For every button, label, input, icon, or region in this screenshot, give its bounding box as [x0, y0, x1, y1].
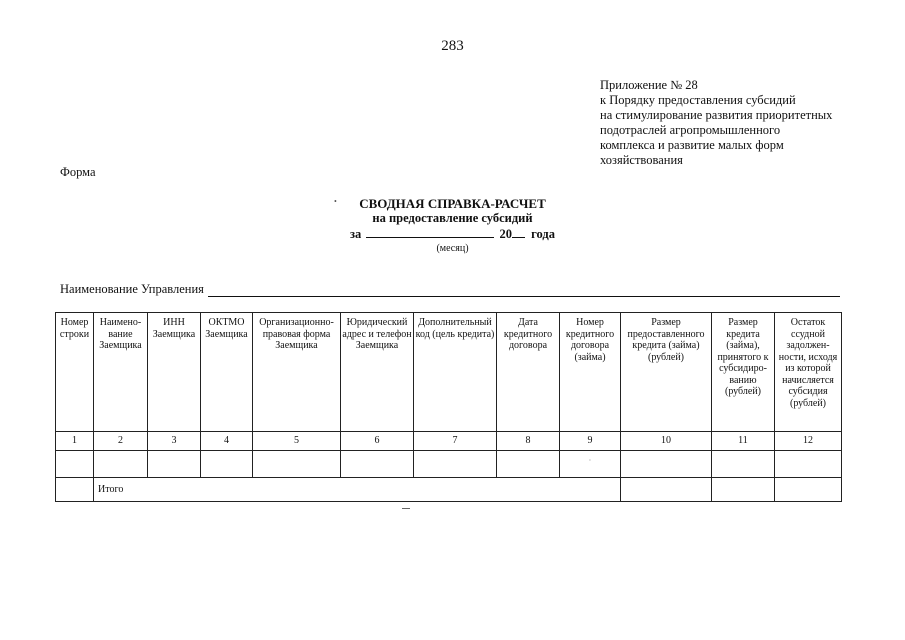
appendix-line: подотраслей агропромышленного — [600, 123, 781, 137]
year-suffix: года — [531, 227, 555, 241]
column-number: 8 — [497, 432, 560, 451]
subsidy-table — [55, 312, 842, 502]
total-row — [56, 478, 842, 502]
organization-label: Наименование Управления — [60, 282, 204, 296]
table-header-cell: Номер кредитного договора (займа) — [560, 313, 621, 432]
month-blank-line — [366, 226, 494, 238]
table-header-cell: ИНН Заемщика — [148, 313, 201, 432]
column-number: 10 — [621, 432, 712, 451]
appendix-line: хозяйствования — [600, 153, 683, 167]
empty-data-row — [56, 451, 842, 478]
table-cell — [341, 451, 414, 478]
column-number: 7 — [414, 432, 497, 451]
column-number: 6 — [341, 432, 414, 451]
column-number: 2 — [94, 432, 148, 451]
total-cell — [712, 478, 775, 502]
column-number: 3 — [148, 432, 201, 451]
table-cell — [56, 478, 94, 502]
column-number: 12 — [775, 432, 842, 451]
appendix-line: Приложение № 28 — [600, 78, 698, 92]
table-cell — [253, 451, 341, 478]
table-header-cell: Организационно-правовая форма Заемщика — [253, 313, 341, 432]
column-number: 4 — [201, 432, 253, 451]
table-cell — [56, 451, 94, 478]
total-cell — [621, 478, 712, 502]
document-title — [0, 196, 905, 255]
table-cell — [148, 451, 201, 478]
organization-blank-line — [208, 284, 840, 297]
table-cell — [94, 451, 148, 478]
column-number: 9 — [560, 432, 621, 451]
table-header-cell: Номер строки — [56, 313, 94, 432]
column-number: 1 — [56, 432, 94, 451]
table-header-cell: Размер предоставленного кредита (займа) (рублей) — [621, 313, 712, 432]
table-header-cell: Юридический адрес и телефон Заемщика — [341, 313, 414, 432]
column-number: 5 — [253, 432, 341, 451]
table-cell — [775, 451, 842, 478]
title-subtitle: на предоставление субсидий — [372, 211, 533, 225]
table-cell — [560, 451, 621, 478]
table-header-row — [56, 313, 842, 432]
table-header-cell: Дополнительный код (цель кредита) — [414, 313, 497, 432]
page-number: 283 — [441, 38, 464, 54]
year-blank-line — [512, 226, 525, 238]
column-number-row — [56, 432, 842, 451]
table-header-cell: Наимено-вание Заемщика — [94, 313, 148, 432]
table-cell — [201, 451, 253, 478]
title-main: СВОДНАЯ СПРАВКА-РАСЧЕТ — [359, 196, 546, 211]
stray-mark — [402, 508, 410, 509]
appendix-line: комплекса и развитие малых форм — [600, 138, 784, 152]
table-header-cell: Дата кредитного договора — [497, 313, 560, 432]
table-header-cell: ОКТМО Заемщика — [201, 313, 253, 432]
column-number: 11 — [712, 432, 775, 451]
table-cell — [414, 451, 497, 478]
table-header-cell: Остаток ссудной задолжен-ности, исходя из которой начисляется субсидия (рублей) — [775, 313, 842, 432]
month-hint: (месяц) — [436, 243, 469, 254]
table-cell — [621, 451, 712, 478]
stray-mark: • — [334, 197, 337, 206]
year-prefix: 20 — [499, 227, 513, 241]
total-cell — [775, 478, 842, 502]
title-period — [0, 226, 905, 242]
form-label: Форма — [60, 165, 96, 179]
appendix-line: на стимулирование развития приоритетных — [600, 108, 833, 122]
table-cell — [497, 451, 560, 478]
table-header-cell: Размер кредита (займа), принятого к субсидиро-ванию (рублей) — [712, 313, 775, 432]
appendix-line: к Порядку предоставления субсидий — [600, 93, 796, 107]
total-label: Итого — [94, 478, 621, 502]
stray-mark: · — [588, 456, 592, 465]
period-prefix: за — [350, 227, 362, 241]
appendix-note — [600, 78, 890, 168]
organization-row — [60, 282, 840, 297]
table-cell — [712, 451, 775, 478]
